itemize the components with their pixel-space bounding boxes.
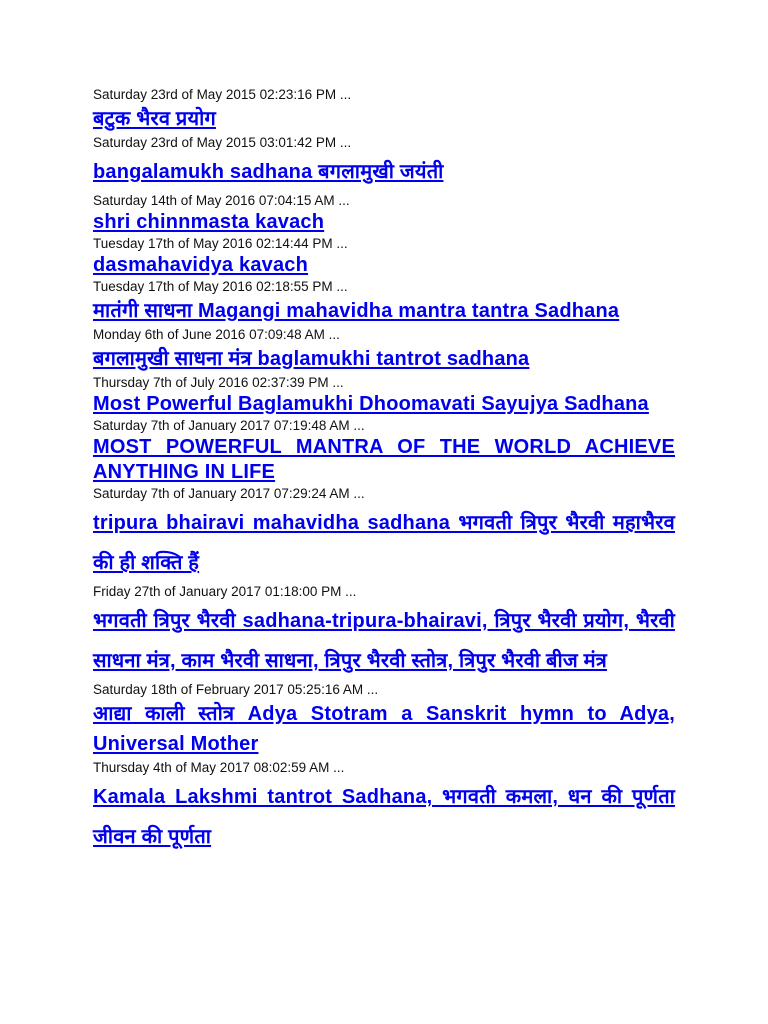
post-date: Saturday 14th of May 2016 07:04:15 AM ... xyxy=(93,193,350,208)
post-link[interactable]: MOST POWERFUL MANTRA OF THE WORLD ACHIEVE ANYTHING IN LIFE xyxy=(93,436,675,483)
post-link[interactable]: भगवती त्रिपुर भैरवी sadhana-tripura-bhairavi, त्रिपुर भैरवी प्रयोग, भैरवी साधना मंत्र, काम भैरवी साधना, त्रिपुर भैरवी स्तोत्र, त्रिपुर भैरवी बीज मंत्र xyxy=(93,610,675,672)
post-link[interactable]: bangalamukh sadhana बगलामुखी जयंती xyxy=(93,161,444,183)
post-date: Thursday 4th of May 2017 08:02:59 AM ... xyxy=(93,760,345,775)
post-link[interactable]: Most Powerful Baglamukhi Dhoomavati Sayujya Sadhana xyxy=(93,393,649,415)
post-date: Saturday 7th of January 2017 07:29:24 AM ... xyxy=(93,486,365,501)
post-date: Thursday 7th of July 2016 02:37:39 PM ... xyxy=(93,375,344,390)
post-date: Monday 6th of June 2016 07:09:48 AM ... xyxy=(93,327,340,342)
post-link[interactable]: shri chinnmasta kavach xyxy=(93,211,325,233)
post-date: Saturday 18th of February 2017 05:25:16 AM ... xyxy=(93,682,379,697)
post-link[interactable]: आद्या काली स्तोत्र Adya Stotram a Sanskrit hymn to Adya, Universal Mother xyxy=(93,703,675,755)
post-date: Saturday 7th of January 2017 07:19:48 AM ... xyxy=(93,418,365,433)
post-link[interactable]: मातंगी साधना Magangi mahavidha mantra tantra Sadhana xyxy=(93,300,620,322)
post-link[interactable]: dasmahavidya kavach xyxy=(93,254,309,276)
post-date: Friday 27th of January 2017 01:18:00 PM ... xyxy=(93,584,357,599)
post-link[interactable]: Kamala Lakshmi tantrot Sadhana, भगवती कमला, धन की पूर्णता जीवन की पूर्णता xyxy=(93,786,675,848)
post-date: Tuesday 17th of May 2016 02:14:44 PM ... xyxy=(93,236,348,251)
post-link[interactable]: बगलामुखी साधना मंत्र baglamukhi tantrot sadhana xyxy=(93,348,530,370)
post-date: Tuesday 17th of May 2016 02:18:55 PM ... xyxy=(93,279,348,294)
post-link[interactable]: tripura bhairavi mahavidha sadhana भगवती त्रिपुर भैरवी महाभैरव की ही शक्ति हैं xyxy=(93,512,675,574)
post-list xyxy=(93,86,675,857)
post-date: Saturday 23rd of May 2015 03:01:42 PM ... xyxy=(93,135,352,150)
post-link[interactable]: बटुक भैरव प्रयोग xyxy=(93,108,216,130)
post-date: Saturday 23rd of May 2015 02:23:16 PM ... xyxy=(93,87,352,102)
